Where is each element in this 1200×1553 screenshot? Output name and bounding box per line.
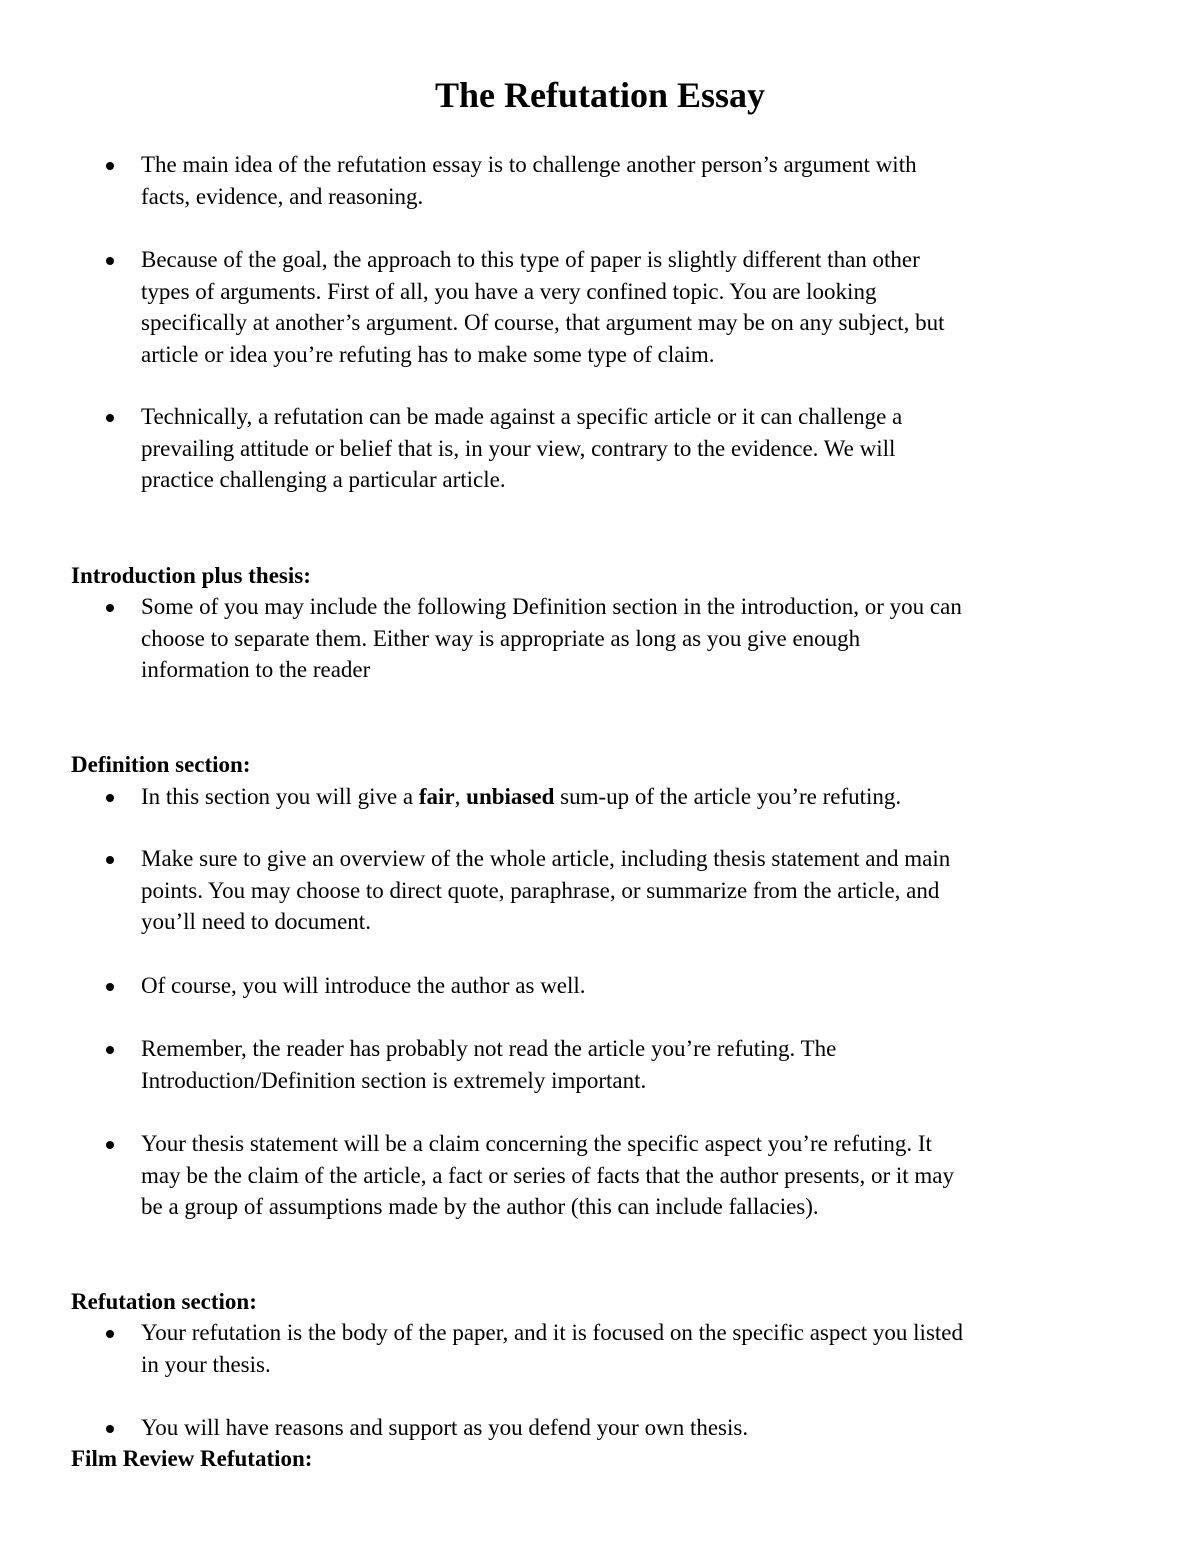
bullet-line: Make sure to give an overview of the whole article, including thesis statement and main bbox=[141, 846, 951, 871]
bullet-line: practice challenging a particular article. bbox=[141, 467, 506, 492]
bullet-icon bbox=[106, 162, 114, 170]
bullet-icon bbox=[106, 856, 114, 864]
bullet-line: specifically at another’s argument. Of course, that argument may be on any subject, but bbox=[141, 310, 945, 335]
section-heading-definition: Definition section: bbox=[71, 752, 251, 777]
bullet-text: In this section you will give a bbox=[141, 784, 419, 809]
section-heading-refutation: Refutation section: bbox=[71, 1289, 257, 1314]
bullet-line: you’ll need to document. bbox=[141, 909, 371, 934]
bullet-line: types of arguments. First of all, you have a very confined topic. You are looking bbox=[141, 278, 877, 304]
bullet-line: choose to separate them. Either way is appropriate as long as you give enough bbox=[141, 625, 861, 651]
list-item bbox=[141, 781, 1141, 813]
list-item bbox=[141, 401, 1141, 496]
bullet-line: prevailing attitude or belief that is, in your view, contrary to the evidence. We will bbox=[141, 435, 896, 461]
bullet-icon bbox=[106, 1141, 114, 1149]
bold-term-fair: fair bbox=[418, 784, 455, 809]
bullet-icon bbox=[106, 1046, 114, 1054]
bullet-line: points. You may choose to direct quote, paraphrase, or summarize from the article, and bbox=[141, 877, 940, 903]
bullet-text: , bbox=[454, 784, 467, 809]
bullet-icon bbox=[106, 983, 114, 991]
bullet-icon bbox=[106, 604, 114, 612]
bullet-icon bbox=[106, 414, 114, 422]
bullet-line: Your thesis statement will be a claim concerning the specific aspect you’re refuting. It bbox=[141, 1131, 932, 1156]
bullet-line: The main idea of the refutation essay is to challenge another person’s argument with bbox=[141, 152, 917, 177]
bullet-line: You will have reasons and support as you defend your own thesis. bbox=[141, 1415, 749, 1440]
bullet-line: be a group of assumptions made by the author (this can include fallacies). bbox=[141, 1194, 819, 1219]
bullet-icon bbox=[106, 257, 114, 265]
bullet-line: Technically, a refutation can be made against a specific article or it can challenge a bbox=[141, 404, 903, 429]
list-item bbox=[141, 843, 1141, 938]
section-heading-film-review: Film Review Refutation: bbox=[71, 1446, 313, 1471]
bullet-line: facts, evidence, and reasoning. bbox=[141, 183, 424, 209]
bullet-line: Remember, the reader has probably not read the article you’re refuting. The bbox=[141, 1036, 837, 1061]
bold-term-unbiased: unbiased bbox=[466, 784, 555, 809]
bullet-line: Because of the goal, the approach to this type of paper is slightly different than other bbox=[141, 247, 920, 272]
list-item bbox=[141, 591, 1141, 686]
bullet-icon bbox=[106, 1330, 114, 1338]
bullet-line: information to the reader bbox=[141, 657, 371, 682]
section-heading-introduction: Introduction plus thesis: bbox=[71, 563, 311, 588]
list-item bbox=[141, 1412, 1141, 1444]
bullet-line: Introduction/Definition section is extremely important. bbox=[141, 1067, 647, 1093]
bullet-line: article or idea you’re refuting has to make some type of claim. bbox=[141, 341, 715, 367]
bullet-line: Your refutation is the body of the paper, and it is focused on the specific aspect you listed bbox=[141, 1320, 963, 1345]
list-item bbox=[141, 244, 1141, 370]
bullet-icon bbox=[106, 1425, 114, 1433]
list-item bbox=[141, 1128, 1141, 1223]
bullet-line: Of course, you will introduce the author as well. bbox=[141, 973, 586, 998]
list-item bbox=[141, 1033, 1141, 1096]
bullet-text: sum-up of the article you’re refuting. bbox=[554, 784, 902, 809]
list-item bbox=[141, 970, 1141, 1002]
bullet-line bbox=[141, 781, 1141, 813]
page-title: The Refutation Essay bbox=[434, 75, 766, 115]
bullet-icon bbox=[106, 794, 114, 802]
bullet-line: may be the claim of the article, a fact or series of facts that the author presents, or it may bbox=[141, 1162, 954, 1188]
list-item bbox=[141, 149, 1141, 212]
bullet-line: in your thesis. bbox=[141, 1351, 271, 1377]
bullet-line: Some of you may include the following Definition section in the introduction, or you can bbox=[141, 594, 962, 619]
list-item bbox=[141, 1317, 1141, 1380]
